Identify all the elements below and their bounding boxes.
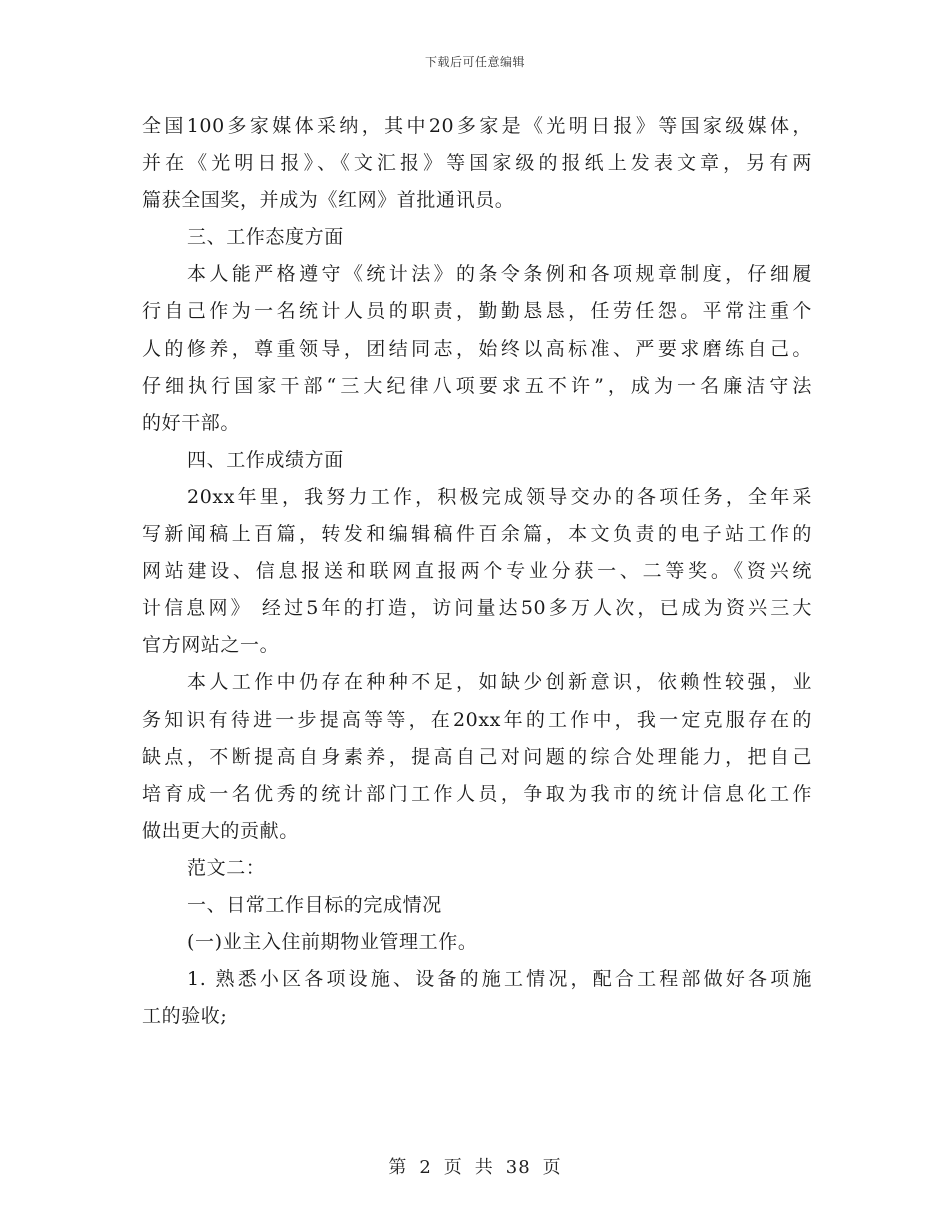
text-line: 的好干部。 [142, 411, 241, 434]
text-line: 务知识有待进一步提高等等，在20xx年的工作中，我一定克服存在的 [142, 708, 812, 731]
text-line: 行自己作为一名统计人员的职责，勤勤恳恳，任劳任怨。平常注重个 [142, 300, 812, 323]
footer-page-label: 页 [443, 1157, 463, 1178]
text-line: 人的修养，尊重领导，团结同志，始终以高标准、严要求磨练自己。 [142, 337, 812, 360]
text-line: 网站建设、信息报送和联网直报两个专业分获一、二等奖。《资兴统 [142, 560, 812, 583]
footer-suffix: 页 [542, 1157, 562, 1178]
text-line: 范文二： [187, 856, 266, 879]
footer-prefix: 第 [388, 1157, 408, 1178]
text-line: 全国100多家媒体采纳，其中20多家是《光明日报》等国家级媒体， [142, 115, 812, 137]
text-line: 计信息网》 经过5年的打造，访问量达50多万人次，已成为资兴三大 [142, 597, 812, 620]
text-line: 做出更大的贡献。 [142, 819, 299, 842]
text-line: 写新闻稿上百篇，转发和编辑稿件百余篇，本文负责的电子站工作的 [142, 523, 812, 546]
text-line: 篇获全国奖，并成为《红网》首批通讯员。 [142, 189, 515, 212]
text-line: 工的验收; [142, 1005, 228, 1028]
text-line: 一、日常工作目标的完成情况 [187, 893, 442, 916]
current-page-number: 2 [419, 1157, 432, 1178]
text-line: 20xx年里，我努力工作，积极完成领导交办的各项任务，全年采 [187, 485, 812, 508]
text-line: 本人能严格遵守《统计法》的条令条例和各项规章制度，仔细履 [187, 263, 812, 286]
text-line: 官方网站之一。 [142, 634, 280, 657]
total-pages-number: 38 [505, 1157, 531, 1178]
text-line: (一)业主入住前期物业管理工作。 [187, 931, 478, 954]
text-line: 仔细执行国家干部“三大纪律八项要求五不许”，成为一名廉洁守法 [142, 374, 812, 397]
page-header-note: 下载后可任意编辑 [424, 55, 525, 69]
text-line: 并在《光明日报》、《文汇报》等国家级的报纸上发表文章，另有两 [142, 152, 812, 175]
text-line: 本人工作中仍存在种种不足，如缺少创新意识，依赖性较强，业 [187, 671, 812, 694]
footer-total-label: 共 [474, 1157, 494, 1178]
text-line: 缺点，不断提高自身素养，提高自己对问题的综合处理能力，把自己 [142, 745, 812, 768]
text-line: 培育成一名优秀的统计部门工作人员，争取为我市的统计信息化工作 [142, 782, 812, 805]
page-footer [0, 1153, 950, 1179]
text-line: 1. 熟悉小区各项设施、设备的施工情况，配合工程部做好各项施 [187, 968, 812, 991]
text-line: 三、工作态度方面 [187, 226, 344, 249]
document-body [142, 108, 812, 1035]
text-line: 四、工作成绩方面 [187, 448, 344, 471]
